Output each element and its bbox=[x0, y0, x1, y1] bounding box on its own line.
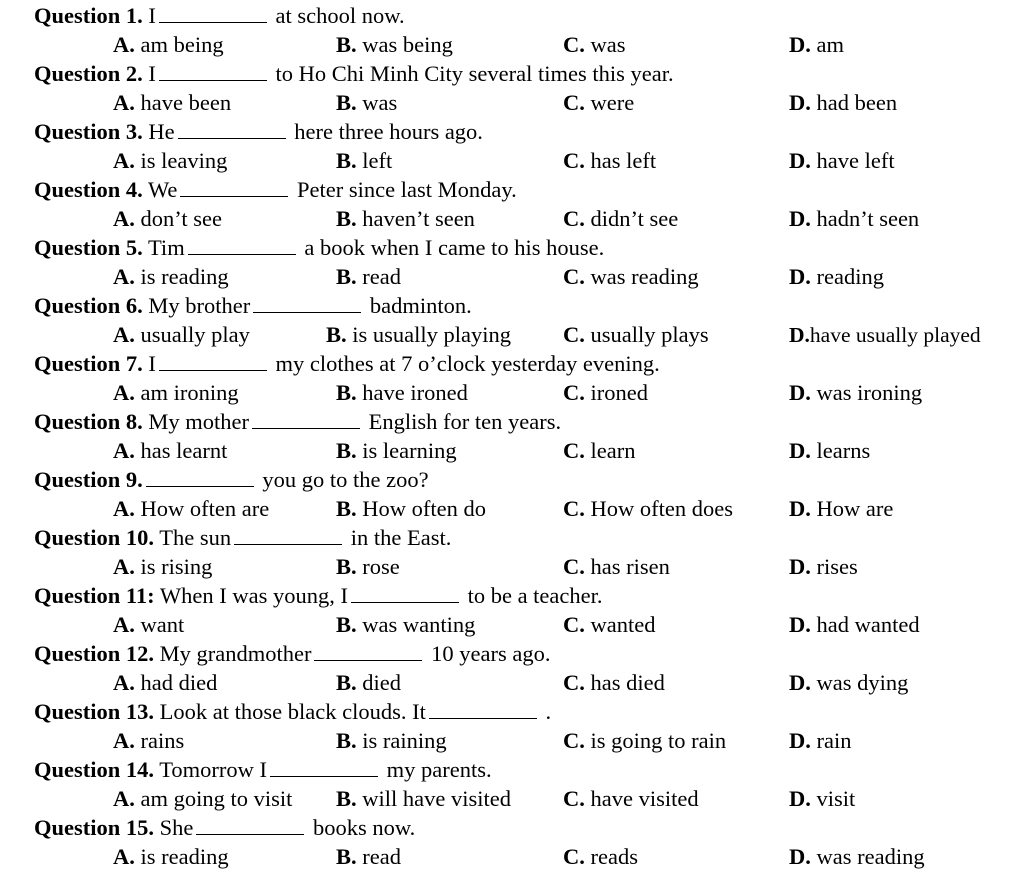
stem-text-before: My mother bbox=[142, 409, 250, 434]
stem-text-before: Look at those black clouds. It bbox=[154, 699, 426, 724]
option-text: learn bbox=[590, 438, 636, 463]
question-stem bbox=[34, 640, 550, 668]
option-text: is reading bbox=[140, 264, 229, 289]
answer-blank bbox=[429, 700, 537, 719]
answer-blank bbox=[351, 584, 459, 603]
option-letter: A. bbox=[113, 90, 135, 115]
option-letter: A. bbox=[113, 786, 135, 811]
option-letter: A. bbox=[113, 322, 135, 347]
option-text: How often are bbox=[140, 496, 270, 521]
option-text: was bbox=[362, 90, 398, 115]
option-c bbox=[563, 147, 656, 175]
option-letter: B. bbox=[336, 554, 357, 579]
option-d bbox=[789, 379, 922, 407]
stem-text-after: at school now. bbox=[269, 3, 405, 28]
stem-text-after: English for ten years. bbox=[363, 409, 562, 434]
answer-blank bbox=[253, 294, 361, 313]
stem-text-before: I bbox=[142, 3, 156, 28]
question-label: Question 10. bbox=[34, 525, 155, 550]
option-text: had died bbox=[140, 670, 218, 695]
stem-text-before: She bbox=[154, 815, 194, 840]
stem-text-after: my parents. bbox=[381, 757, 492, 782]
stem-text-after: you go to the zoo? bbox=[256, 467, 429, 492]
option-text: died bbox=[362, 670, 402, 695]
option-text: want bbox=[140, 612, 185, 637]
option-a bbox=[113, 147, 227, 175]
option-text: How often do bbox=[362, 496, 486, 521]
option-d bbox=[789, 263, 884, 291]
option-text: had wanted bbox=[816, 612, 920, 637]
option-a bbox=[113, 379, 239, 407]
option-letter: B. bbox=[336, 670, 357, 695]
option-c bbox=[563, 31, 626, 59]
option-text: have ironed bbox=[362, 380, 468, 405]
option-letter: A. bbox=[113, 554, 135, 579]
option-text: rose bbox=[362, 554, 400, 579]
question bbox=[0, 580, 1024, 638]
option-b bbox=[336, 437, 457, 465]
option-d bbox=[789, 89, 897, 117]
question-label: Question 5. bbox=[34, 235, 143, 260]
option-c bbox=[563, 611, 655, 639]
option-c bbox=[563, 205, 678, 233]
question-label: Question 7. bbox=[34, 351, 143, 376]
question-stem bbox=[34, 350, 660, 378]
stem-text-after: 10 years ago. bbox=[425, 641, 551, 666]
question-stem bbox=[34, 176, 517, 204]
option-c bbox=[563, 669, 665, 697]
option-a bbox=[113, 669, 217, 697]
option-a bbox=[113, 727, 184, 755]
question-label: Question 2. bbox=[34, 61, 143, 86]
stem-text-before: He bbox=[142, 119, 175, 144]
question-label: Question 3. bbox=[34, 119, 143, 144]
question bbox=[0, 232, 1024, 290]
option-text: was bbox=[590, 32, 626, 57]
question-stem bbox=[34, 466, 429, 494]
stem-text-after: to Ho Chi Minh City several times this year. bbox=[269, 61, 674, 86]
question bbox=[0, 464, 1024, 522]
option-a bbox=[113, 263, 229, 291]
option-text: usually plays bbox=[590, 322, 709, 347]
option-text: How are bbox=[816, 496, 894, 521]
stem-text-before: My grandmother bbox=[154, 641, 312, 666]
option-letter: C. bbox=[563, 786, 585, 811]
answer-blank bbox=[188, 236, 296, 255]
option-letter: D. bbox=[789, 786, 811, 811]
option-b bbox=[336, 31, 453, 59]
option-text: am going to visit bbox=[140, 786, 293, 811]
option-a bbox=[113, 843, 229, 871]
option-b bbox=[336, 669, 401, 697]
question-label: Question 1. bbox=[34, 3, 143, 28]
stem-text-after: my clothes at 7 o’clock yesterday evening. bbox=[269, 351, 660, 376]
option-letter: D. bbox=[789, 32, 811, 57]
option-letter: A. bbox=[113, 148, 135, 173]
option-letter: A. bbox=[113, 844, 135, 869]
question-label: Question 11: bbox=[34, 583, 155, 608]
option-b bbox=[336, 205, 475, 233]
option-text: have visited bbox=[590, 786, 699, 811]
option-letter: C. bbox=[563, 322, 585, 347]
option-letter: D. bbox=[789, 264, 811, 289]
question bbox=[0, 348, 1024, 406]
option-letter: C. bbox=[563, 554, 585, 579]
option-text: reads bbox=[590, 844, 638, 869]
answer-blank bbox=[159, 352, 267, 371]
option-text: haven’t seen bbox=[362, 206, 475, 231]
question bbox=[0, 0, 1024, 58]
stem-text-after: in the East. bbox=[345, 525, 452, 550]
option-text: How often does bbox=[590, 496, 733, 521]
question-label: Question 6. bbox=[34, 293, 143, 318]
option-a bbox=[113, 205, 222, 233]
option-letter: B. bbox=[336, 844, 357, 869]
answer-blank bbox=[146, 468, 254, 487]
option-letter: D. bbox=[789, 554, 811, 579]
option-letter: C. bbox=[563, 670, 585, 695]
option-letter: A. bbox=[113, 612, 135, 637]
option-text: left bbox=[362, 148, 393, 173]
question-stem bbox=[34, 698, 551, 726]
option-letter: D. bbox=[789, 148, 811, 173]
stem-text-after: books now. bbox=[307, 815, 416, 840]
option-b bbox=[336, 785, 511, 813]
answer-blank bbox=[196, 816, 304, 835]
option-letter: C. bbox=[563, 206, 585, 231]
option-c bbox=[563, 263, 699, 291]
option-letter: C. bbox=[563, 380, 585, 405]
option-c bbox=[563, 379, 648, 407]
option-letter: A. bbox=[113, 206, 135, 231]
stem-text-before: I bbox=[142, 61, 156, 86]
option-text: am ironing bbox=[140, 380, 239, 405]
option-letter: D. bbox=[789, 90, 811, 115]
option-letter: D. bbox=[789, 438, 811, 463]
stem-text-after: Peter since last Monday. bbox=[291, 177, 517, 202]
answer-blank bbox=[270, 758, 378, 777]
option-letter: C. bbox=[563, 90, 585, 115]
option-c bbox=[563, 553, 670, 581]
option-text: am bbox=[816, 32, 844, 57]
answer-blank bbox=[159, 4, 267, 23]
option-text: has died bbox=[590, 670, 665, 695]
option-text: reading bbox=[816, 264, 884, 289]
option-letter: A. bbox=[113, 32, 135, 57]
option-text: am being bbox=[140, 32, 224, 57]
option-letter: D. bbox=[789, 496, 811, 521]
option-text: was reading bbox=[590, 264, 699, 289]
option-a bbox=[113, 611, 184, 639]
option-b bbox=[336, 495, 486, 523]
option-text: were bbox=[590, 90, 635, 115]
question-stem bbox=[34, 118, 483, 146]
option-letter: B. bbox=[336, 206, 357, 231]
question bbox=[0, 290, 1024, 348]
option-letter: B. bbox=[326, 322, 347, 347]
question bbox=[0, 812, 1024, 870]
option-text: rain bbox=[816, 728, 852, 753]
question-label: Question 12. bbox=[34, 641, 155, 666]
option-text: visit bbox=[816, 786, 856, 811]
option-b bbox=[336, 611, 475, 639]
option-b bbox=[336, 263, 401, 291]
option-text: have left bbox=[816, 148, 895, 173]
option-letter: C. bbox=[563, 844, 585, 869]
question-label: Question 14. bbox=[34, 757, 155, 782]
option-c bbox=[563, 495, 733, 523]
option-text: read bbox=[362, 264, 401, 289]
option-letter: C. bbox=[563, 438, 585, 463]
stem-text-after: to be a teacher. bbox=[461, 583, 603, 608]
option-letter: D. bbox=[789, 323, 810, 347]
option-text: rises bbox=[816, 554, 858, 579]
option-text: was ironing bbox=[816, 380, 923, 405]
option-d bbox=[789, 611, 920, 639]
stem-text-before: We bbox=[142, 177, 178, 202]
option-a bbox=[113, 785, 292, 813]
answer-blank bbox=[159, 62, 267, 81]
option-letter: B. bbox=[336, 90, 357, 115]
question bbox=[0, 696, 1024, 754]
option-text: is learning bbox=[362, 438, 457, 463]
option-letter: B. bbox=[336, 264, 357, 289]
stem-text-after: . bbox=[539, 699, 552, 724]
stem-text-before: I bbox=[142, 351, 156, 376]
answer-blank bbox=[234, 526, 342, 545]
question bbox=[0, 754, 1024, 812]
option-letter: C. bbox=[563, 264, 585, 289]
question bbox=[0, 174, 1024, 232]
option-letter: C. bbox=[563, 496, 585, 521]
option-letter: C. bbox=[563, 32, 585, 57]
option-text: read bbox=[362, 844, 401, 869]
stem-text-before: When I was young, I bbox=[154, 583, 348, 608]
option-letter: B. bbox=[336, 496, 357, 521]
option-text: didn’t see bbox=[590, 206, 679, 231]
question-label: Question 9. bbox=[34, 467, 143, 492]
option-c bbox=[563, 843, 638, 871]
answer-blank bbox=[314, 642, 422, 661]
option-b bbox=[326, 321, 511, 349]
option-b bbox=[336, 553, 400, 581]
option-a bbox=[113, 437, 227, 465]
question bbox=[0, 58, 1024, 116]
answer-blank bbox=[252, 410, 360, 429]
option-a bbox=[113, 495, 269, 523]
stem-text-before: The sun bbox=[154, 525, 232, 550]
option-text: is raining bbox=[362, 728, 447, 753]
question-label: Question 13. bbox=[34, 699, 155, 724]
option-a bbox=[113, 553, 212, 581]
option-text: will have visited bbox=[362, 786, 511, 811]
question-stem bbox=[34, 582, 603, 610]
option-letter: D. bbox=[789, 670, 811, 695]
question-stem bbox=[34, 408, 561, 436]
option-letter: B. bbox=[336, 148, 357, 173]
question-stem bbox=[34, 234, 604, 262]
option-text: is reading bbox=[140, 844, 229, 869]
question-label: Question 8. bbox=[34, 409, 143, 434]
option-letter: A. bbox=[113, 670, 135, 695]
option-letter: B. bbox=[336, 438, 357, 463]
option-b bbox=[336, 147, 392, 175]
option-text: is rising bbox=[140, 554, 213, 579]
question bbox=[0, 116, 1024, 174]
question bbox=[0, 638, 1024, 696]
option-letter: A. bbox=[113, 264, 135, 289]
option-letter: D. bbox=[789, 206, 811, 231]
option-text: was being bbox=[362, 32, 453, 57]
option-b bbox=[336, 89, 397, 117]
option-letter: A. bbox=[113, 496, 135, 521]
option-text: have usually played bbox=[809, 323, 981, 347]
option-text: has risen bbox=[590, 554, 670, 579]
option-d bbox=[789, 843, 925, 871]
option-text: was dying bbox=[816, 670, 909, 695]
option-text: is leaving bbox=[140, 148, 228, 173]
option-d bbox=[789, 205, 919, 233]
option-text: hadn’t seen bbox=[816, 206, 920, 231]
question-stem bbox=[34, 524, 451, 552]
option-c bbox=[563, 437, 635, 465]
question-stem bbox=[34, 814, 415, 842]
question bbox=[0, 522, 1024, 580]
option-b bbox=[336, 379, 468, 407]
option-letter: B. bbox=[336, 728, 357, 753]
option-c bbox=[563, 727, 726, 755]
option-d bbox=[789, 553, 858, 581]
option-letter: A. bbox=[113, 380, 135, 405]
question bbox=[0, 406, 1024, 464]
option-text: is going to rain bbox=[590, 728, 727, 753]
option-letter: D. bbox=[789, 380, 811, 405]
option-text: has left bbox=[590, 148, 657, 173]
question-stem bbox=[34, 756, 492, 784]
option-letter: C. bbox=[563, 612, 585, 637]
option-letter: C. bbox=[563, 148, 585, 173]
option-a bbox=[113, 321, 250, 349]
answer-blank bbox=[178, 120, 286, 139]
option-text: don’t see bbox=[140, 206, 222, 231]
option-text: rains bbox=[140, 728, 185, 753]
option-c bbox=[563, 89, 634, 117]
option-d bbox=[789, 727, 851, 755]
option-d bbox=[789, 669, 908, 697]
option-d bbox=[789, 495, 893, 523]
option-text: was reading bbox=[816, 844, 925, 869]
option-d bbox=[789, 785, 855, 813]
option-text: have been bbox=[140, 90, 232, 115]
option-letter: A. bbox=[113, 728, 135, 753]
question-label: Question 4. bbox=[34, 177, 143, 202]
option-letter: D. bbox=[789, 728, 811, 753]
question-stem bbox=[34, 60, 674, 88]
option-letter: B. bbox=[336, 612, 357, 637]
answer-blank bbox=[180, 178, 288, 197]
question-stem bbox=[34, 2, 405, 30]
option-text: had been bbox=[816, 90, 898, 115]
option-d bbox=[789, 31, 844, 59]
stem-text-before: My brother bbox=[142, 293, 251, 318]
stem-text-before: Tomorrow I bbox=[154, 757, 268, 782]
option-letter: B. bbox=[336, 786, 357, 811]
option-b bbox=[336, 843, 401, 871]
option-letter: D. bbox=[789, 844, 811, 869]
stem-text-after: here three hours ago. bbox=[288, 119, 483, 144]
question-label: Question 15. bbox=[34, 815, 155, 840]
option-a bbox=[113, 89, 231, 117]
option-c bbox=[563, 321, 709, 349]
option-letter: B. bbox=[336, 380, 357, 405]
option-text: is usually playing bbox=[352, 322, 512, 347]
question-stem bbox=[34, 292, 472, 320]
option-d bbox=[789, 321, 981, 349]
stem-text-after: badminton. bbox=[364, 293, 472, 318]
option-letter: B. bbox=[336, 32, 357, 57]
option-a bbox=[113, 31, 224, 59]
option-b bbox=[336, 727, 447, 755]
stem-text-after: a book when I came to his house. bbox=[298, 235, 605, 260]
option-text: ironed bbox=[590, 380, 648, 405]
option-letter: D. bbox=[789, 612, 811, 637]
option-letter: C. bbox=[563, 728, 585, 753]
stem-text-before: Tim bbox=[142, 235, 185, 260]
option-c bbox=[563, 785, 699, 813]
option-text: has learnt bbox=[140, 438, 228, 463]
option-text: wanted bbox=[590, 612, 656, 637]
option-text: usually play bbox=[140, 322, 250, 347]
option-text: was wanting bbox=[362, 612, 476, 637]
option-d bbox=[789, 147, 895, 175]
option-d bbox=[789, 437, 870, 465]
option-letter: A. bbox=[113, 438, 135, 463]
option-text: learns bbox=[816, 438, 871, 463]
